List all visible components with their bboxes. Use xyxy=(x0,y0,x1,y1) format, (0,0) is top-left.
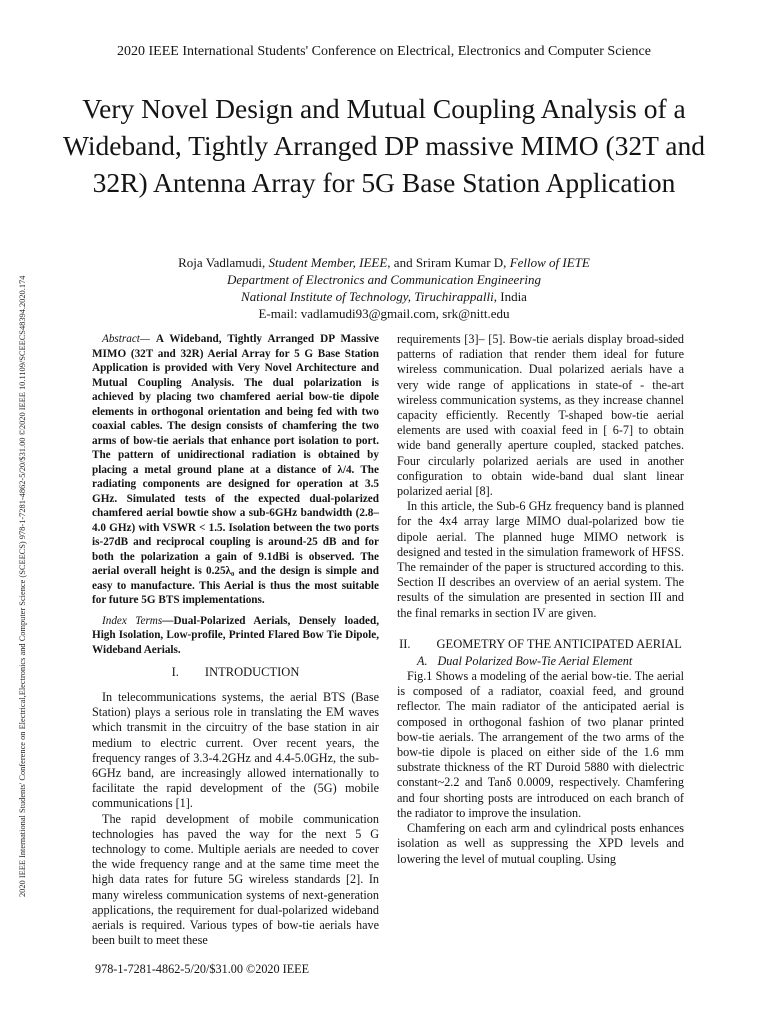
copyright-footer: 978-1-7281-4862-5/20/$31.00 ©2020 IEEE xyxy=(95,962,310,976)
abstract xyxy=(92,332,379,608)
email-line: E-mail: vadlamudi93@gmail.com, srk@nitt.edu xyxy=(258,306,510,321)
paper-title: Very Novel Design and Mutual Coupling Analysis of a Wideband, Tightly Arranged DP massive MIMO (32T and 32R) Antenna Array for 5G Base Station Application xyxy=(62,93,706,198)
paragraph: In telecommunications systems, the aerial BTS (Base Station) plays a serious role in translating the EM waves which transmit in the circuitry of the base station in air medium to electric current. Over recent years, the frequency ranges of 3.3-4.2GHz and 4.4-5.0GHz, the sub-6GHz band, are increasingly allowed internationally to facilitate the rapid development of the (5G) mobile communications [1]. xyxy=(92,690,379,811)
author1-role: Student Member, IEEE xyxy=(268,255,388,270)
author-line xyxy=(0,254,768,271)
side-identifier-text: 2020 IEEE International Students' Conference on Electrical,Electronics and Computer Science (SCEECS) 978-1-7281-4862-5/20/$31.00 ©2020 IEEE 10.1109/SCEECS48394.2020.174 xyxy=(18,275,27,897)
institute: National Institute of Technology, Tiruchirappalli xyxy=(241,289,494,304)
right-column xyxy=(397,332,684,867)
author-connector: , and Sriram Kumar D, xyxy=(387,255,510,270)
abstract-lead: Abstract— xyxy=(102,333,156,345)
author2-role: Fellow of IETE xyxy=(509,255,590,270)
conference-header: 2020 IEEE International Students' Conference on Electrical, Electronics and Computer Science xyxy=(117,44,651,59)
section-title: INTRODUCTION xyxy=(204,665,300,679)
section-title: GEOMETRY OF THE ANTICIPATED AERIAL xyxy=(436,636,682,651)
abstract-body: A Wideband, Tightly Arranged DP Massive MIMO (32T and 32R) Aerial Array for 5 G Base Station Application is provided with Very Novel Architecture and Mutual Coupling Analysis. The dual polarization is achieved by placing two chamfered aerial bow-tie dipole elements in orthogonal orientation and being fed with two coaxial cables. The design consists of chamfering the two arms of bow-tie aerials that enhance port isolation to port. The pattern of unidirectional radiation is obtained by placing a metal ground plane at a distance of λ/4. The radiating components are designed for operation at 3.5 GHz. Simulated tests of the expected dual-polarized chamfered aerial bowtie show a sub-6GHz bandwidth (2.8–4.0 GHz) with VSWR < 1.5. Isolation between the two ports is-27dB and reciprocal coupling is around-25 dB and for both the polarization a gain of 9.1dBi is observed. The aerial overall height is 0.25λ₀ and the design is simple and easy to manufacture. This Aerial is thus the most suitable for future 5G BTS implementations. xyxy=(92,333,379,606)
subsection-number: A. xyxy=(417,653,428,668)
paragraph: Chamfering on each arm and cylindrical posts enhances isolation as well as suppressing the XPD levels and lowering the level of mutual coupling. Using xyxy=(397,821,684,866)
left-column xyxy=(92,332,379,948)
section-number: I. xyxy=(171,665,179,679)
index-terms xyxy=(92,614,379,658)
index-terms-body: —Dual-Polarized Aerials, Densely loaded, High Isolation, Low-profile, Printed Flared Bow Tie Dipole, Wideband Aerials. xyxy=(92,614,380,656)
department: Department of Electronics and Communication Engineering xyxy=(227,272,541,287)
section-heading-introduction xyxy=(92,665,379,680)
author-block xyxy=(0,254,768,322)
paragraph: The rapid development of mobile communication technologies has paved the way for the next 5 G technology to come. Multiple aerials are needed to cover the wide frequency range and at the same time meet the high data rates for future 5G wireless standards [2]. In many wireless communication systems of next-generation applications, the requirement for dual-polarized wideband aerials is required. Various types of bow-tie aerials have been built to meet these xyxy=(92,811,379,948)
paragraph: Fig.1 Shows a modeling of the aerial bow-tie. The aerial is composed of a radiator, coaxial feed, and ground reflector. The main radiator of the anticipated aerial is composed in orthogonal fashion of two planar printed bow-tie aerials. The arrangement of the two arms of the bow-tie dipole is placed on either side of the 1.6 mm substrate thickness of the RT Duroid 5880 with dielectric constant~2.2 and Tanδ 0.0009, respectively. Chamfering and four shorting posts are introduced on each branch of the radiator to improve the insulation. xyxy=(397,669,684,820)
country: , India xyxy=(493,289,527,304)
section-number: II. xyxy=(399,636,411,651)
author1-name: Roja Vadlamudi, xyxy=(178,255,269,270)
institute-line xyxy=(0,288,768,305)
section-heading-geometry xyxy=(397,637,684,652)
subsection-heading xyxy=(397,654,684,669)
subsection-title: Dual Polarized Bow-Tie Aerial Element xyxy=(437,653,633,668)
paragraph: requirements [3]– [5]. Bow-tie aerials display broad-sided patterns of radiation that render them ideal for future wireless communication. Dual polarized aerials have a very wide range of applications in state-of - the-art wireless communication systems, as they increase channel capacity efficiently. Recently T-shaped bow-tie aerial elements are used with coaxial feed in [ 6-7] to obtain wide band generally aperture coupled, stacked patches. Four circularly polarized aerials are used in another configuration to obtain wide-band dual slant linear polarized aerial [8]. xyxy=(397,332,684,499)
paragraph: In this article, the Sub-6 GHz frequency band is planned for the 4x4 array large MIMO dual-polarized bow tie dipole aerial. The planned huge MIMO network is designed and tested in the simulation framework of HFSS. The remainder of the paper is structured according to this. Section II describes an overview of an aerial system. The results of the simulation are presented in section III and the final remarks in section IV are given. xyxy=(397,499,684,620)
index-terms-lead: Index Terms xyxy=(102,614,163,627)
